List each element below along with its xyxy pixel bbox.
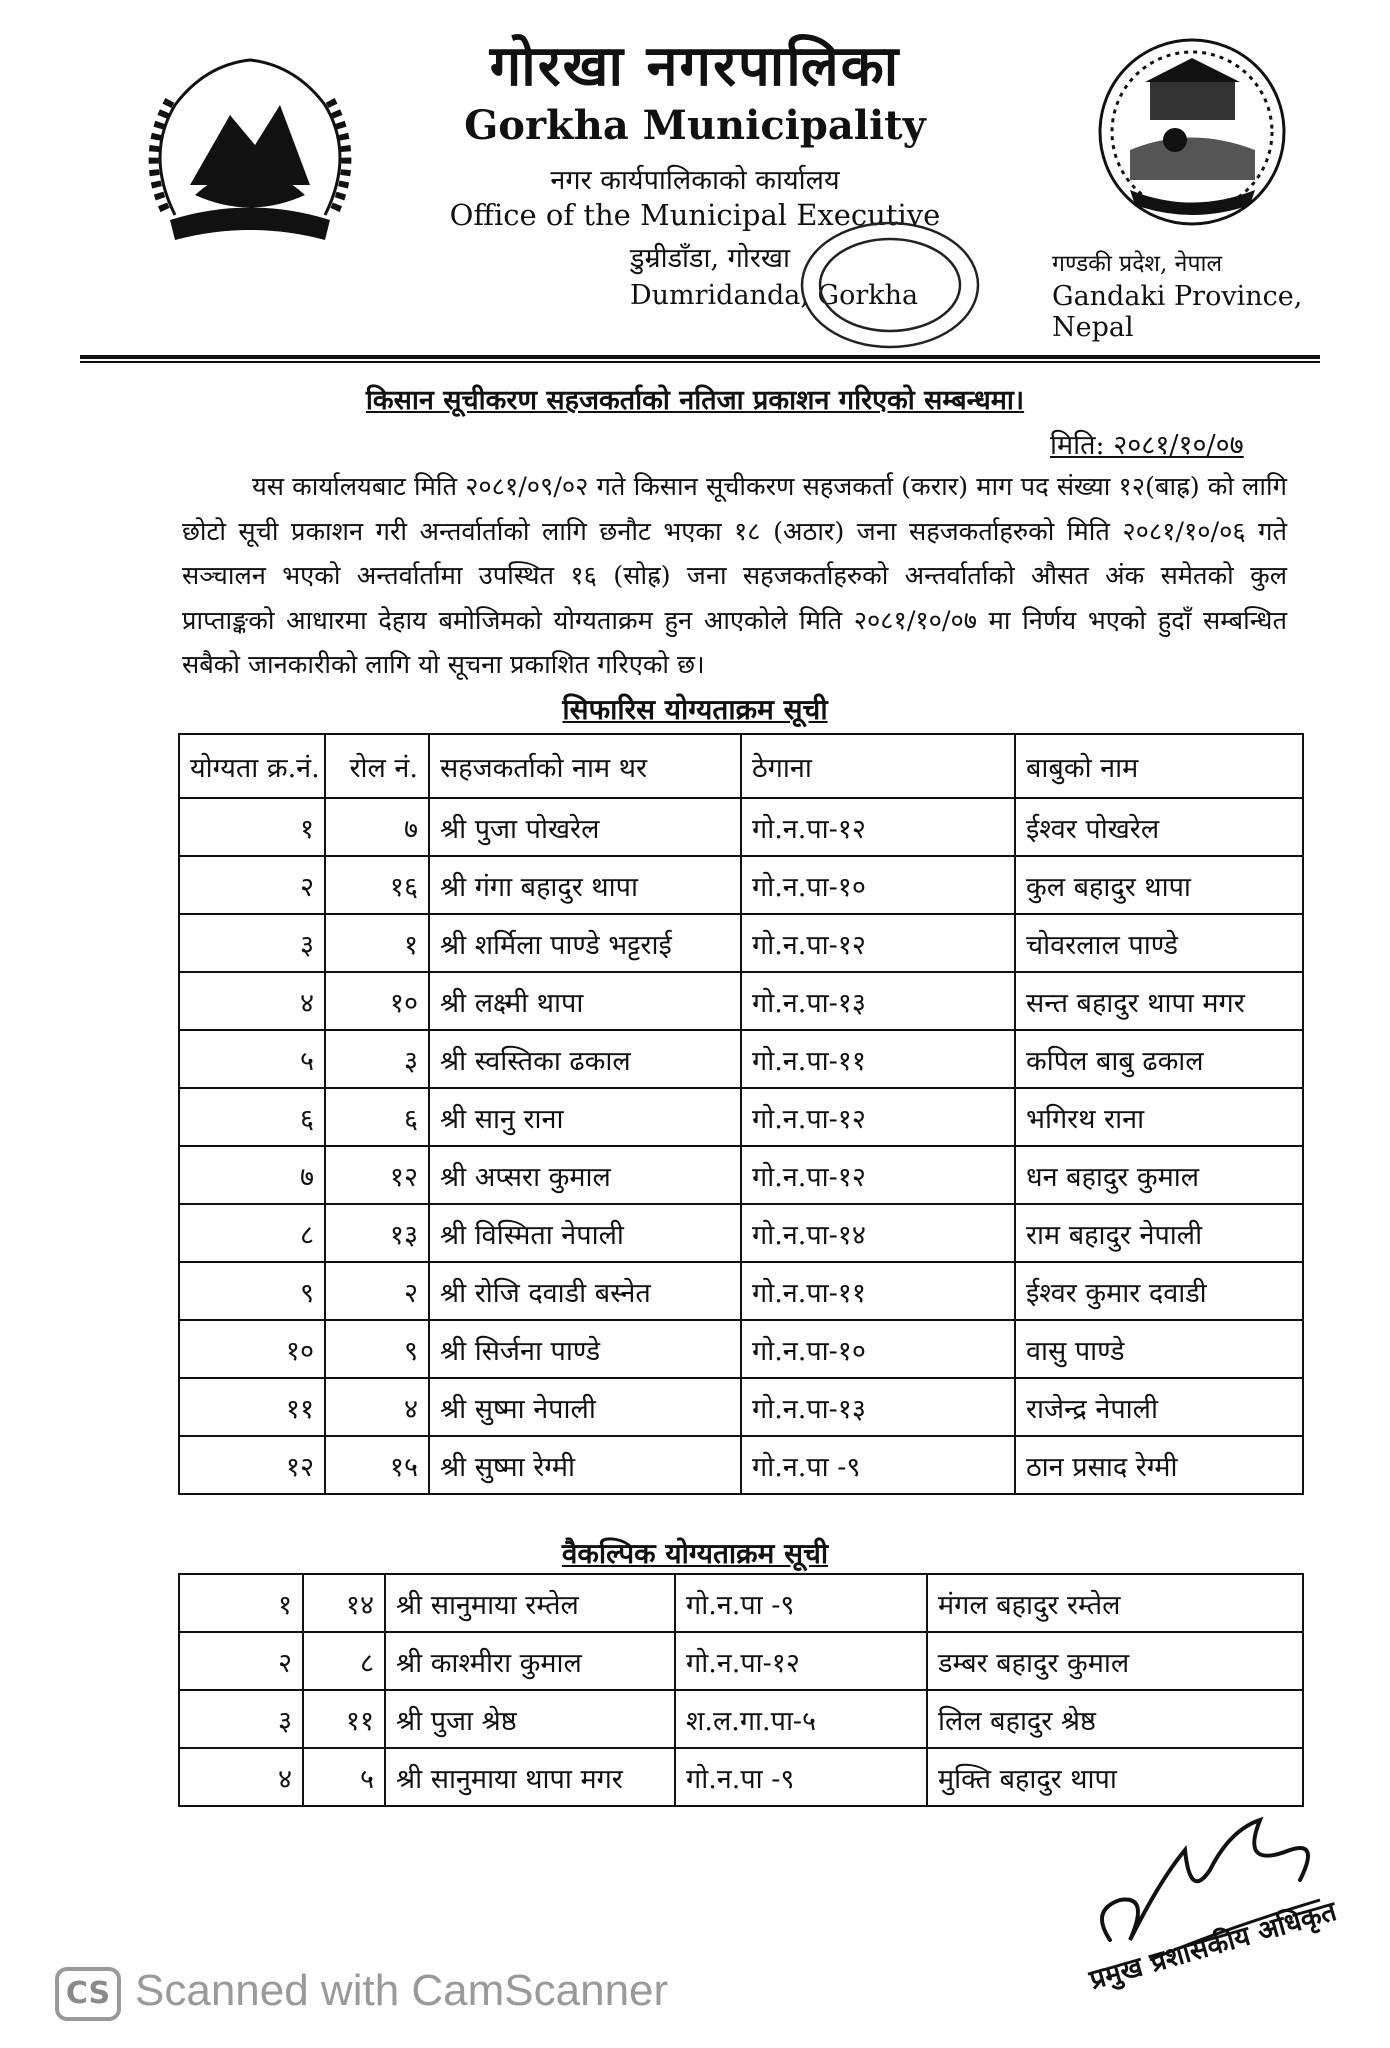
roll-number-cell: ७ <box>325 798 429 856</box>
alternate-table-body <box>179 1574 1303 1806</box>
name-cell: श्री रोजि दवाडी बस्नेत <box>429 1262 741 1320</box>
father-name-cell: कुल बहादुर थापा <box>1015 856 1303 914</box>
column-header: रोल नं. <box>325 734 429 798</box>
alternate-list-heading: वैकल्पिक योग्यताक्रम सूची <box>561 1537 829 1570</box>
address-cell: गो.न.पा -९ <box>675 1748 927 1806</box>
table-row <box>179 1204 1303 1262</box>
camscanner-logo-icon: CS <box>55 1967 121 2021</box>
father-name-cell: सन्त बहादुर थापा मगर <box>1015 972 1303 1030</box>
column-header: सहजकर्ताको नाम थर <box>429 734 741 798</box>
roll-number-cell: १ <box>325 914 429 972</box>
roll-number-cell: १४ <box>303 1574 385 1632</box>
alternate-merit-table <box>178 1573 1304 1807</box>
main-table-body <box>179 798 1303 1494</box>
name-cell: श्री सानु राना <box>429 1088 741 1146</box>
table-header-row <box>179 734 1303 798</box>
rank-cell: १० <box>179 1320 325 1378</box>
address-cell: गो.न.पा -९ <box>741 1436 1015 1494</box>
father-name-cell: वासु पाण्डे <box>1015 1320 1303 1378</box>
name-cell: श्री गंगा बहादुर थापा <box>429 856 741 914</box>
rank-cell: ३ <box>179 1690 303 1748</box>
roll-number-cell: २ <box>325 1262 429 1320</box>
rank-cell: १ <box>179 1574 303 1632</box>
table-row <box>179 972 1303 1030</box>
column-header: योग्यता क्र.नं. <box>179 734 325 798</box>
address-cell: श.ल.गा.पा-५ <box>675 1690 927 1748</box>
table-row <box>179 1378 1303 1436</box>
notice-body: यस कार्यालयबाट मिति २०८१/०९/०२ गते किसान सूचीकरण सहजकर्ता (करार) माग पद संख्या १२(बाह्र) को लागि छोटो सूची प्रकाशन गरी अन्तर्वार्ताको लागि छनौट भएका १८ (अठार) जना सहजकर्ताहरुको मिति २०८१/१०/०६ गते सञ्चालन भएको अन्तर्वार्तामा उपस्थित १६ (सोह्र) जना सहजकर्ताहरुको अन्तर्वार्ताको औसत अंक समेतको कुल प्राप्ताङ्कको आधारमा देहाय बमोजिमको योग्यताक्रम हुन आएकोले मिति २०८१/१०/०७ मा निर्णय भएको हुदाँ सम्बन्धित सबैको जानकारीको लागि यो सूचना प्रकाशित गरिएको छ। <box>182 472 1287 680</box>
father-name-cell: ठान प्रसाद रेग्मी <box>1015 1436 1303 1494</box>
table-row <box>179 1320 1303 1378</box>
rank-cell: २ <box>179 856 325 914</box>
name-cell: श्री पुजा पोखरेल <box>429 798 741 856</box>
address-nepali: डुम्रीडाँडा, गोरखा <box>630 243 790 274</box>
father-name-cell: राजेन्द्र नेपाली <box>1015 1378 1303 1436</box>
camscanner-watermark-text: Scanned with CamScanner <box>135 1966 669 2015</box>
name-cell: श्री सानुमाया थापा मगर <box>385 1748 675 1806</box>
gorkha-municipality-logo-icon <box>1090 30 1295 235</box>
address-cell: गो.न.पा-१२ <box>741 1146 1015 1204</box>
name-cell: श्री सानुमाया रम्तेल <box>385 1574 675 1632</box>
table-row <box>179 1632 1303 1690</box>
father-name-cell: मुक्ति बहादुर थापा <box>927 1748 1303 1806</box>
rank-cell: ८ <box>179 1204 325 1262</box>
province-english: Gandaki Province, Nepal <box>1052 281 1303 343</box>
address-cell: गो.न.पा-१२ <box>741 1088 1015 1146</box>
address-cell: गो.न.पा-१० <box>741 856 1015 914</box>
rank-cell: ४ <box>179 1748 303 1806</box>
rank-cell: ६ <box>179 1088 325 1146</box>
table-row <box>179 1436 1303 1494</box>
name-cell: श्री सिर्जना पाण्डे <box>429 1320 741 1378</box>
address-english: Dumridanda, Gorkha <box>630 280 919 311</box>
address-cell: गो.न.पा -९ <box>675 1574 927 1632</box>
notice-subject: किसान सूचीकरण सहजकर्ताको नतिजा प्रकाशन गरिएको सम्बन्धमा। <box>365 385 1025 416</box>
roll-number-cell: ६ <box>325 1088 429 1146</box>
table-row <box>179 1088 1303 1146</box>
municipality-title-english: Gorkha Municipality <box>464 102 926 149</box>
address-cell: गो.न.पा-१२ <box>741 798 1015 856</box>
table-row <box>179 914 1303 972</box>
address-cell: गो.न.पा-१३ <box>741 972 1015 1030</box>
father-name-cell: ईश्वर पोखरेल <box>1015 798 1303 856</box>
roll-number-cell: ५ <box>303 1748 385 1806</box>
rank-cell: ९ <box>179 1262 325 1320</box>
municipality-title-nepali: गोरखा नगरपालिका <box>489 33 901 99</box>
signatory-title: प्रमुख प्रशासकीय अधिकृत <box>1086 1895 1340 1997</box>
address-cell: गो.न.पा-११ <box>741 1030 1015 1088</box>
name-cell: श्री विस्मिता नेपाली <box>429 1204 741 1262</box>
office-name-english: Office of the Municipal Executive <box>449 198 941 232</box>
name-cell: श्री स्वस्तिका ढकाल <box>429 1030 741 1088</box>
main-merit-table <box>178 733 1304 1495</box>
address-cell: गो.न.पा-१३ <box>741 1378 1015 1436</box>
address-cell: गो.न.पा-१० <box>741 1320 1015 1378</box>
rank-cell: १ <box>179 798 325 856</box>
roll-number-cell: १६ <box>325 856 429 914</box>
address-cell: गो.न.पा-१२ <box>675 1632 927 1690</box>
office-round-stamp-icon <box>790 210 990 360</box>
address-cell: गो.न.पा-१२ <box>741 914 1015 972</box>
column-header: बाबुको नाम <box>1015 734 1303 798</box>
rank-cell: ११ <box>179 1378 325 1436</box>
father-name-cell: राम बहादुर नेपाली <box>1015 1204 1303 1262</box>
roll-number-cell: ११ <box>303 1690 385 1748</box>
province-nepali: गण्डकी प्रदेश, नेपाल <box>1052 251 1223 277</box>
father-name-cell: डम्बर बहादुर कुमाल <box>927 1632 1303 1690</box>
father-name-cell: चोवरलाल पाण्डे <box>1015 914 1303 972</box>
roll-number-cell: १५ <box>325 1436 429 1494</box>
main-list-heading: सिफारिस योग्यताक्रम सूची <box>562 693 828 726</box>
table-row <box>179 1574 1303 1632</box>
rank-cell: १२ <box>179 1436 325 1494</box>
table-row <box>179 856 1303 914</box>
office-name-nepali: नगर कार्यपालिकाको कार्यालय <box>550 165 840 196</box>
table-row <box>179 1030 1303 1088</box>
name-cell: श्री काश्मीरा कुमाल <box>385 1632 675 1690</box>
roll-number-cell: १० <box>325 972 429 1030</box>
table-row <box>179 798 1303 856</box>
header-divider-thin <box>80 361 1320 363</box>
rank-cell: ५ <box>179 1030 325 1088</box>
father-name-cell: भगिरथ राना <box>1015 1088 1303 1146</box>
rank-cell: २ <box>179 1632 303 1690</box>
address-cell: गो.न.पा-१४ <box>741 1204 1015 1262</box>
header-divider-thick <box>80 355 1320 359</box>
roll-number-cell: ४ <box>325 1378 429 1436</box>
table-row <box>179 1146 1303 1204</box>
name-cell: श्री सुष्मा रेग्मी <box>429 1436 741 1494</box>
table-row <box>179 1262 1303 1320</box>
father-name-cell: धन बहादुर कुमाल <box>1015 1146 1303 1204</box>
roll-number-cell: ३ <box>325 1030 429 1088</box>
column-header: ठेगाना <box>741 734 1015 798</box>
name-cell: श्री पुजा श्रेष्ठ <box>385 1690 675 1748</box>
notice-date: मिति: २०८१/१०/०७ <box>1050 430 1244 461</box>
roll-number-cell: १३ <box>325 1204 429 1262</box>
table-row <box>179 1690 1303 1748</box>
name-cell: श्री सुष्मा नेपाली <box>429 1378 741 1436</box>
roll-number-cell: ८ <box>303 1632 385 1690</box>
rank-cell: ३ <box>179 914 325 972</box>
rank-cell: ४ <box>179 972 325 1030</box>
father-name-cell: ईश्वर कुमार दवाडी <box>1015 1262 1303 1320</box>
roll-number-cell: ९ <box>325 1320 429 1378</box>
father-name-cell: कपिल बाबु ढकाल <box>1015 1030 1303 1088</box>
name-cell: श्री लक्ष्मी थापा <box>429 972 741 1030</box>
name-cell: श्री शर्मिला पाण्डे भट्टराई <box>429 914 741 972</box>
roll-number-cell: १२ <box>325 1146 429 1204</box>
name-cell: श्री अप्सरा कुमाल <box>429 1146 741 1204</box>
father-name-cell: लिल बहादुर श्रेष्ठ <box>927 1690 1303 1748</box>
rank-cell: ७ <box>179 1146 325 1204</box>
father-name-cell: मंगल बहादुर रम्तेल <box>927 1574 1303 1632</box>
address-cell: गो.न.पा-११ <box>741 1262 1015 1320</box>
